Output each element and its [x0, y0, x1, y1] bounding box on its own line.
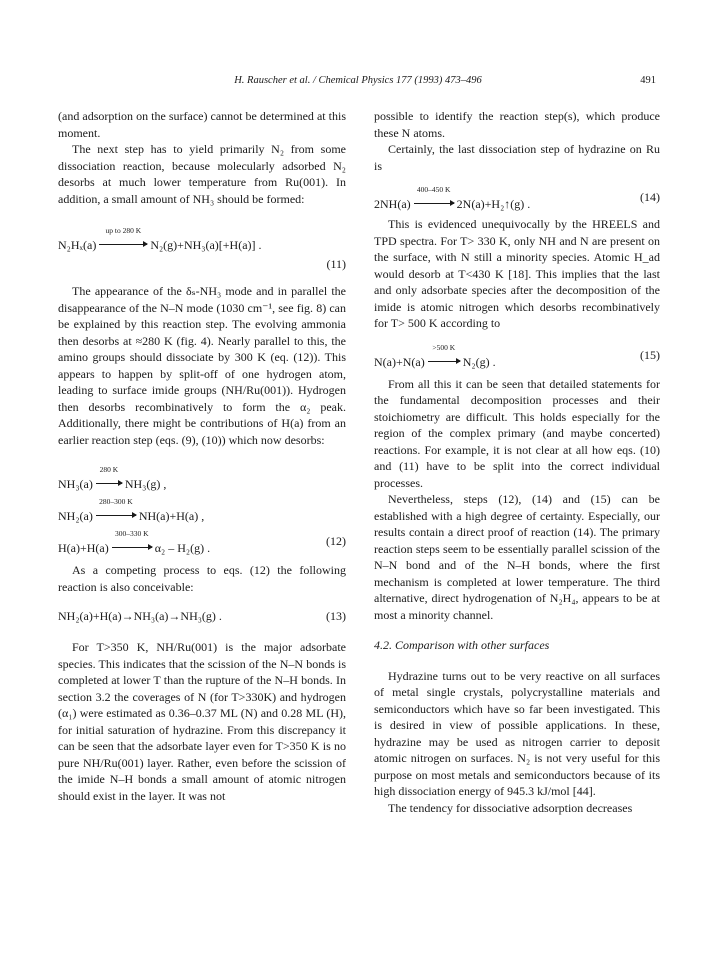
right-column [374, 108, 660, 816]
equation-rhs: NH(a)+H(a) , [138, 509, 205, 523]
paragraph: The appearance of the δₛ-NH₃ mode and in parallel the disappearance of the N–N mode (1030 cm⁻¹, see fig. 8) can be explained by this reaction step. The evolving ammonia then desorbs at ≈280 K (fig. 4). Nearly parallel to this, the amino groups should dissociate by 300 K (eq. (12)). This appears to happen by split-off of one hydrogen atom, leading to surface imide groups (NH/Ru(001)). Hydrogen then desorbs recombinatively to form the α₂ peak. Additionally, there might be contributions of H(a) from an earlier reaction step (eqs. (9), (10)) which now desorbs: [58, 284, 346, 447]
paragraph: Hydrazine turns out to be very reactive on all surfaces of metal single crystals, polycrystalline materials and semiconductors which have so far been investigated. This is desired in view of possible applications. In these, hydrazine may be used as nitrogen carrier to deposit atomic nitrogen on surfaces. N₂ is not very useful for this purpose on most metals and semiconductors because of its high dissociation energy of 945.3 kJ/mol [44]. [374, 668, 660, 798]
arrow-label: 280–300 K [99, 497, 133, 506]
arrow-label: 400–450 K [416, 185, 451, 194]
section-heading: 4.2. Comparison with other surfaces [374, 638, 550, 652]
left-column [58, 108, 346, 804]
paragraph: possible to identify the reaction step(s), which produce these N atoms. [374, 109, 660, 140]
paragraph: The tendency for dissociative adsorption decreases [388, 800, 633, 815]
paragraph: As a competing process to eqs. (12) the following reaction is also conceivable: [58, 563, 346, 594]
equation-12c [58, 529, 346, 555]
arrow-label: >500 K [432, 342, 456, 352]
equation-number: (15) [640, 347, 660, 362]
reaction-arrow [428, 342, 460, 371]
equation-15 [374, 342, 660, 369]
equation-number: (14) [640, 190, 660, 204]
paragraph: Certainly, the last dissociation step of hydrazine on Ru is [374, 142, 660, 173]
reaction-arrow [99, 226, 147, 254]
paragraph: From all this it can be seen that detailed statements for the fundamental decomposition processes and their stoichiometry are difficult. This holds especially for the region of the complex primary (and maybe concerted) reactions. For example, it is not clear at all how eqs. (10) and (11) have to be split into the correct individual processes. [374, 376, 660, 490]
equation-lhs: NH₃(a) [58, 477, 93, 491]
equation-lhs: N₂Hₓ(a) [58, 238, 97, 252]
equation-lhs: H(a)+H(a) [58, 541, 109, 555]
arrow-label: 280 K [99, 465, 119, 474]
paragraph: This is evidenced unequivocally by the HREELS and TPD spectra. For T> 330 K, only NH and N are present on the surface, with N still a minority species. Atomic H_ad would desorb at T<430 K [18]. This implies that the last and only adsorbate species after the decomposition of the imide is atomic nitrogen which desorbs recombinatively for T> 500 K according to [374, 217, 660, 330]
paragraph: Nevertheless, steps (12), (14) and (15) can be established with a high degree of certainty. Especially, our results contain a direct proof of reaction (14). The primary reaction steps seem to be essentially parallel scission of the N–N bond and of the N–H bonds, where the first mechanism is completed at lower temperature. The third alternative, direct hydrogenation of N₂H₄, appears to be at most a minority channel. [374, 492, 660, 622]
equation-rhs: N₂(g) . [462, 354, 496, 369]
reaction-arrow [414, 185, 454, 213]
arrow-label: 300–330 K [114, 529, 149, 538]
equation-12a [58, 465, 346, 491]
reaction-arrow [96, 497, 136, 525]
reaction-arrow [96, 465, 122, 493]
equation-body: NH₂(a)+H(a)→NH₃(a)→NH₃(g) . [58, 609, 222, 623]
paragraph: (and adsorption on the surface) cannot be determined at this moment. [58, 109, 346, 140]
paragraph: The next step has to yield primarily N₂ from some dissociation reaction, because molecularly adsorbed N₂ desorbs at much lower temperature from Ru(001). In addition, a small amount of NH₃ should be formed: [58, 142, 346, 206]
arrow-label: up to 280 K [105, 226, 142, 235]
equation-number: (11) [326, 257, 346, 271]
equation-13 [58, 607, 346, 625]
equation-rhs: NH₃(g) , [124, 477, 167, 491]
page-number: 491 [640, 75, 656, 86]
equation-lhs: N(a)+N(a) [374, 354, 425, 369]
equation-number: (13) [326, 609, 346, 623]
equation-12b [58, 497, 346, 523]
equation-lhs: NH₂(a) [58, 509, 93, 523]
equation-11 [58, 226, 346, 252]
equation-rhs: N₂(g)+NH₃(a)[+H(a)] . [150, 238, 262, 252]
page-header [60, 75, 656, 93]
equation-number: (12) [326, 534, 346, 548]
reaction-arrow [112, 529, 152, 557]
equation-rhs: 2N(a)+H₂↑(g) . [456, 197, 531, 211]
paragraph: For T>350 K, NH/Ru(001) is the major adsorbate species. This indicates that the scission of the N–N bonds is completed at lower T than the rupture of the N–H bonds. In section 3.2 the coverages of N (for T>330K) and hydrogen (α₁) were estimated as 0.36–0.37 ML (N) and 0.28 ML (H), for initial saturation of hydrazine. From this discrepancy it can be seen that the adsorbate layer even for T>350 K is no pure NH/Ru(001) layer. Rather, even before the scission of the imide N–H bonds a small amount of atomic nitrogen should exist in the layer. It was not [58, 640, 346, 803]
equation-rhs: α₂ – H₂(g) . [154, 541, 211, 555]
equation-lhs: 2NH(a) [374, 197, 411, 211]
running-head: H. Rauscher et al. / Chemical Physics 177 (1993) 473–496 [234, 75, 482, 86]
equation-14 [374, 185, 660, 211]
